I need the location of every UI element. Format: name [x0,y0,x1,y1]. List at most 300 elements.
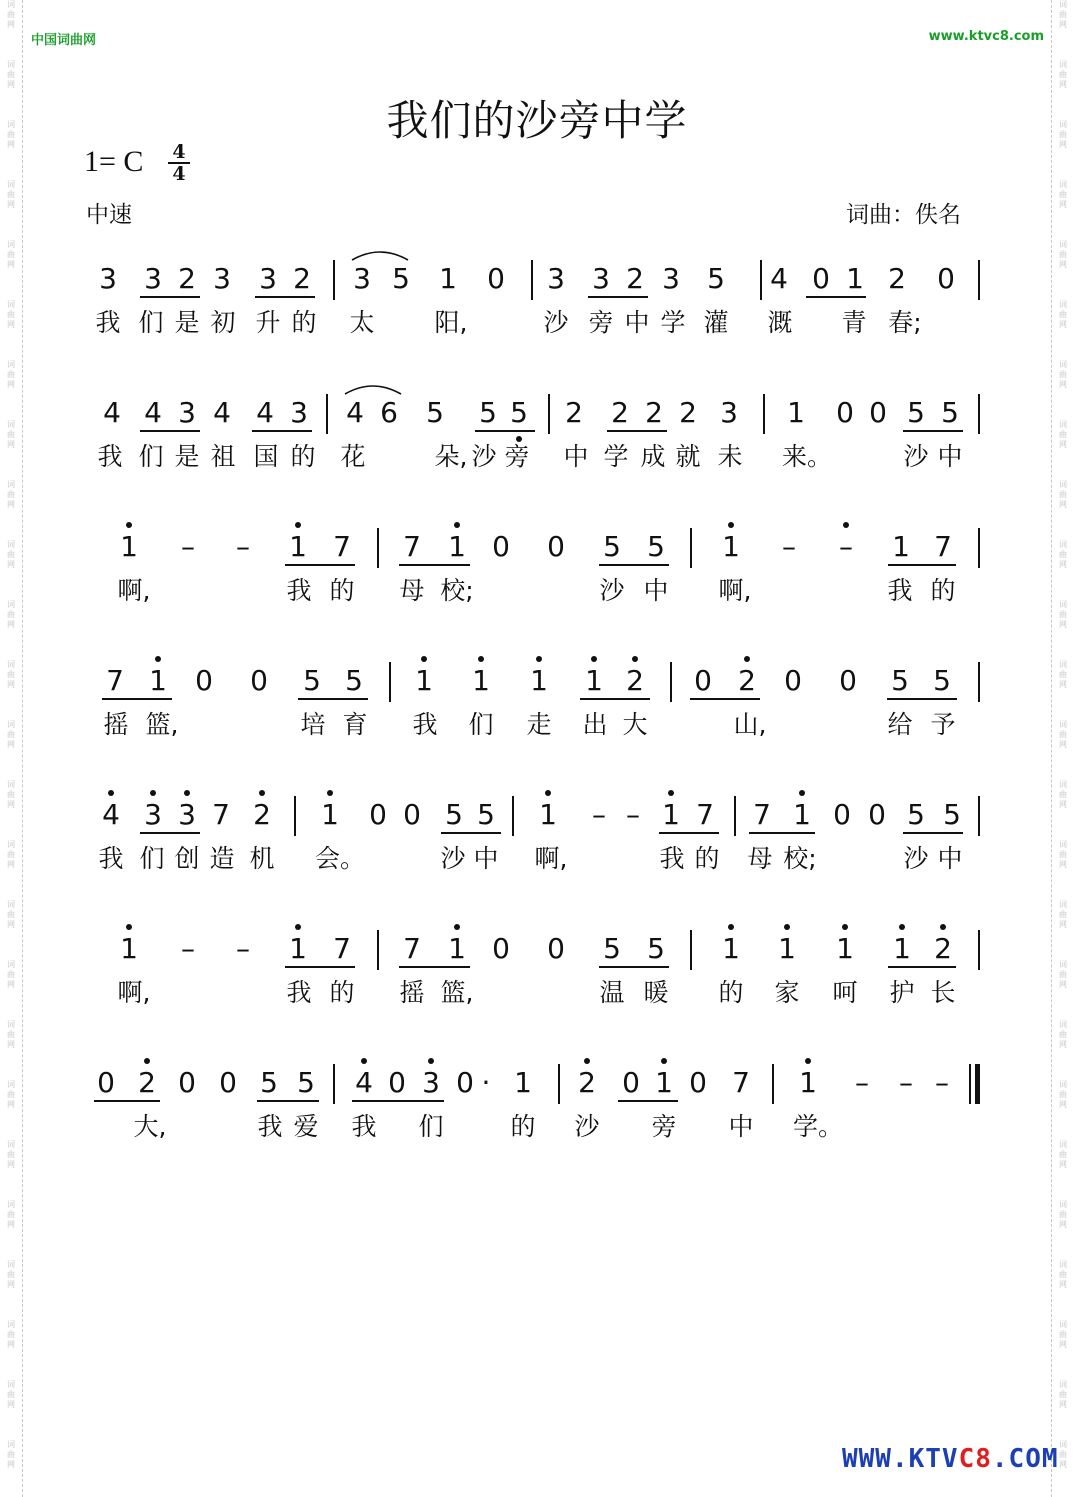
beam-underline [749,832,815,834]
score-note: 3 [178,396,196,429]
watermark-text: 词 曲 网 [1059,600,1067,629]
watermark-text: 词 曲 网 [1059,480,1067,509]
octave-dot-high [108,790,114,796]
lyric-char: 未 [717,442,743,471]
time-signature-numerator: 4 [168,142,190,164]
beam-underline [140,832,200,834]
lyric-char: 大 [622,710,648,739]
beam-underline [659,832,719,834]
lyric-char: 中 [643,576,669,605]
beam-underline [903,832,963,834]
octave-dot-high [126,924,132,930]
score-note: 1 [448,932,466,965]
score-note: 1 [722,932,740,965]
score-note: 1 [799,1066,817,1099]
score-note: 2 [178,262,196,295]
lyric-char: 啊, [534,844,568,873]
bar-line [690,528,692,568]
score-note: 4 [102,798,120,831]
beam-underline [903,430,963,432]
bar-line [772,1064,774,1104]
score-note: 0 [869,396,887,429]
song-title: 我们的沙旁中学 [386,96,688,145]
lyric-char: 我 [98,844,124,873]
octave-dot-high [295,522,301,528]
watermark-text: 词 曲 网 [7,1440,15,1469]
score-note: – [236,932,250,965]
score-note: 7 [333,530,351,563]
lyric-char: 走 [526,710,552,739]
octave-dot-high [361,1058,367,1064]
lyric-char: 校; [440,576,474,605]
watermark-text: 词 曲 网 [1059,900,1067,929]
site-name-link[interactable]: 中国词曲网 [31,33,97,48]
bar-line [377,930,379,970]
lyric-char: 啊, [117,978,151,1007]
lyric-char: 护 [889,978,915,1007]
score-note: 5 [603,932,621,965]
tempo-marking: 中速 [86,202,132,228]
watermark-text: 词 曲 网 [7,960,15,989]
watermark-text: 词 曲 网 [1059,120,1067,149]
lyric-char: 出 [582,710,608,739]
bar-line [294,796,296,836]
octave-dot-high [584,1058,590,1064]
score-note: 5 [479,396,497,429]
octave-dot-high [259,790,265,796]
watermark-text: 词 曲 网 [7,1200,15,1229]
watermark-text: 词 曲 网 [7,60,15,89]
score-note: 1 [778,932,796,965]
score-note: 4 [144,396,162,429]
bar-line [326,394,328,434]
score-note: 3 [259,262,277,295]
score-note: 2 [645,396,663,429]
score-note: 3 [213,262,231,295]
score-note: 3 [144,798,162,831]
octave-dot-high [661,1058,667,1064]
lyric-char: 培 [300,710,326,739]
score-note: 2 [888,262,906,295]
watermark-text: 词 曲 网 [7,1320,15,1349]
score-note: – [236,530,250,563]
lyric-char: 我 [257,1112,283,1141]
watermark-text: 词 曲 网 [7,1020,15,1049]
watermark-text: 词 曲 网 [1059,1380,1067,1409]
score-note: 1 [289,932,307,965]
score-note: 0 [403,798,421,831]
beam-underline [441,832,501,834]
octave-dot-high [842,924,848,930]
octave-dot-high [454,924,460,930]
octave-dot-high [421,656,427,662]
score-note: – [181,932,195,965]
score-note: 5 [943,798,961,831]
lyric-char: 们 [138,308,164,337]
final-bar-line [975,1064,980,1104]
score-row [0,396,1074,496]
bar-line [978,528,980,568]
lyric-char: 暖 [643,978,669,1007]
lyric-char: 灌 [703,308,729,337]
lyric-char: 中 [728,1112,754,1141]
watermark-text: 词 曲 网 [7,1140,15,1169]
score-note: 1 [793,798,811,831]
lyric-char: 的 [329,978,355,1007]
lyric-char: 旁 [588,308,614,337]
lyric-char: 给 [887,710,913,739]
score-note: 4 [355,1066,373,1099]
score-note: 0 [250,664,268,697]
key-signature: 1= C [84,145,144,178]
octave-dot-high [668,790,674,796]
watermark-text: 词 曲 网 [7,540,15,569]
lyric-char: 的 [290,442,316,471]
score-note: – [855,1066,869,1099]
score-row [0,1066,1074,1166]
score-note: 1 [836,932,854,965]
bar-line [978,796,980,836]
lyric-char: 我 [286,978,312,1007]
octave-dot-high [327,790,333,796]
footer-logo [842,1444,1059,1474]
lyric-char: 沙 [471,442,497,471]
score-note: 3 [178,798,196,831]
lyric-char: 摇 [399,978,425,1007]
score-note: 0 [839,664,857,697]
watermark-text: 词 曲 网 [7,480,15,509]
bar-line [558,1064,560,1104]
score-note: 3 [720,396,738,429]
score-note: 3 [99,262,117,295]
lyric-char: 创 [174,844,200,873]
lyric-char: 阳, [434,308,468,337]
score-note: 5 [891,664,909,697]
lyric-char: 就 [675,442,701,471]
score-note: 1 [120,530,138,563]
score-note: 1 [472,664,490,697]
lyric-char: 校; [783,844,817,873]
beam-underline [399,564,470,566]
score-note: 1 [539,798,557,831]
score-note: · [481,1066,491,1099]
score-note: 4 [213,396,231,429]
score-note: 2 [626,664,644,697]
score-note: 4 [256,396,274,429]
beam-underline [599,564,669,566]
beam-underline [285,966,355,968]
score-note: 2 [738,664,756,697]
score-note: 0 [812,262,830,295]
lyric-char: 篮, [440,978,474,1007]
lyric-char: 中 [473,844,499,873]
watermark-text: 词 曲 网 [1059,60,1067,89]
octave-dot-high [843,522,849,528]
lyric-char: 我 [351,1112,377,1141]
octave-dot-high [591,656,597,662]
beam-underline [690,698,760,700]
beam-underline [599,966,669,968]
watermark-text: 词 曲 网 [1059,720,1067,749]
beam-underline [298,698,368,700]
lyric-char: 国 [253,442,279,471]
lyric-char: 初 [210,308,236,337]
watermark-text: 词 曲 网 [1059,840,1067,869]
lyric-char: 学。 [793,1112,844,1141]
bar-line [333,260,335,300]
watermark-text: 词 曲 网 [7,240,15,269]
bar-line [978,662,980,702]
score-note: 5 [445,798,463,831]
lyric-char: 母 [747,844,773,873]
score-note: 7 [753,798,771,831]
lyric-char: 沙 [599,576,625,605]
beam-underline [588,296,648,298]
score-note: 7 [403,932,421,965]
beam-underline [94,1100,160,1102]
lyric-char: 们 [468,710,494,739]
watermark-text: 词 曲 网 [1059,1260,1067,1289]
score-note: – [839,530,853,563]
octave-dot-high [545,790,551,796]
watermark-text: 词 曲 网 [7,600,15,629]
score-note: 5 [345,664,363,697]
score-note: 2 [138,1066,156,1099]
lyric-char: 沙 [440,844,466,873]
lyric-char: 中 [937,442,963,471]
lyric-char: 祖 [210,442,236,471]
score-note: 1 [892,530,910,563]
score-note: 0 [868,798,886,831]
score-note: 0 [836,396,854,429]
watermark-text: 词 曲 网 [7,360,15,389]
octave-dot-high [536,656,542,662]
lyric-char: 呵 [832,978,858,1007]
site-url-link[interactable]: www.ktvc8.com [928,29,1044,44]
lyric-char: 温 [599,978,625,1007]
score-note: – [626,798,640,831]
watermark-text: 词 曲 网 [7,720,15,749]
bar-line [978,930,980,970]
score-note: 1 [787,396,805,429]
score-note: 6 [380,396,398,429]
lyric-char: 的 [510,1112,536,1141]
lyric-char: 的 [329,576,355,605]
bar-line [763,394,765,434]
lyric-char: 我 [659,844,685,873]
score-note: 0 [492,530,510,563]
score-note: 1 [321,798,339,831]
score-note: 5 [510,396,528,429]
lyric-char: 青 [841,308,867,337]
watermark-text: 词 曲 网 [7,180,15,209]
score-note: 1 [893,932,911,965]
watermark-text: 词 曲 网 [1059,1140,1067,1169]
score-note: 2 [578,1066,596,1099]
lyric-char: 学 [660,308,686,337]
octave-dot-high [428,1058,434,1064]
octave-dot-high [126,522,132,528]
lyric-char: 长 [930,978,956,1007]
score-note: 7 [732,1066,750,1099]
watermark-text: 词 曲 网 [1059,1440,1067,1469]
watermark-text: 词 曲 网 [7,660,15,689]
beam-underline [140,430,200,432]
lyric-char: 予 [930,710,956,739]
score-note: 2 [934,932,952,965]
lyric-char: 来。 [782,442,833,471]
score-note: 5 [477,798,495,831]
watermark-text: 词 曲 网 [7,1380,15,1409]
slur-mark [343,380,403,396]
score-note: 5 [941,396,959,429]
lyric-char: 们 [139,844,165,873]
score-note: 5 [647,932,665,965]
watermark-text: 词 曲 网 [1059,0,1067,29]
score-note: 0 [547,932,565,965]
score-row [0,530,1074,630]
lyric-char: 溉 [767,308,793,337]
watermark-text: 词 曲 网 [1059,240,1067,269]
time-signature-denominator: 4 [172,163,186,185]
lyric-char: 学 [603,442,629,471]
lyric-char: 的 [718,978,744,1007]
lyric-char: 沙 [903,844,929,873]
score-note: – [935,1066,949,1099]
beam-underline [140,296,200,298]
score-note: 2 [253,798,271,831]
octave-dot-high [899,924,905,930]
watermark-text: 词 曲 网 [7,1080,15,1109]
octave-dot-high [728,924,734,930]
score-note: 0 [937,262,955,295]
footer-logo-part3: .COM [991,1444,1059,1474]
bar-line [333,1064,335,1104]
score-note: 1 [415,664,433,697]
octave-dot-high [478,656,484,662]
lyric-char: 我 [412,710,438,739]
watermark-text: 词 曲 网 [1059,1320,1067,1349]
score-note: 0 [487,262,505,295]
score-note: 1 [120,932,138,965]
score-note: 0 [622,1066,640,1099]
beam-underline [618,1100,678,1102]
bar-line [389,662,391,702]
score-note: 3 [547,262,565,295]
score-note: 2 [565,396,583,429]
score-note: 0 [178,1066,196,1099]
lyric-char: 春; [888,308,922,337]
beam-underline [580,698,650,700]
bar-line [548,394,550,434]
watermark-text: 词 曲 网 [1059,660,1067,689]
watermark-text: 词 曲 网 [7,900,15,929]
lyric-char: 的 [694,844,720,873]
score-note: 5 [303,664,321,697]
bar-line [670,662,672,702]
score-note: 1 [585,664,603,697]
score-note: 1 [662,798,680,831]
score-note: 1 [149,664,167,697]
score-note: 2 [626,262,644,295]
score-note: 4 [103,396,121,429]
score-note: 5 [707,262,725,295]
score-note: – [592,798,606,831]
beam-underline [102,698,172,700]
lyric-char: 沙 [903,442,929,471]
score-note: 0 [492,932,510,965]
score-note: 2 [611,396,629,429]
score-note: 1 [514,1066,532,1099]
lyric-char: 们 [418,1112,444,1141]
score-note: 7 [106,664,124,697]
lyric-char: 我 [95,308,121,337]
lyric-char: 们 [138,442,164,471]
score-note: 0 [689,1066,707,1099]
octave-dot-high [144,1058,150,1064]
score-note: 0 [388,1066,406,1099]
score-note: 0 [694,664,712,697]
score-note: 5 [260,1066,278,1099]
bar-line [734,796,736,836]
lyric-char: 会。 [315,844,366,873]
beam-underline [888,564,956,566]
score-note: 7 [696,798,714,831]
beam-underline [475,430,535,432]
score-note: 0 [784,664,802,697]
octave-dot-high [454,522,460,528]
watermark-text: 词 曲 网 [7,300,15,329]
score-note: 1 [530,664,548,697]
score-note: 0 [833,798,851,831]
lyric-char: 成 [640,442,666,471]
lyric-char: 的 [291,308,317,337]
watermark-text: 词 曲 网 [1059,1020,1067,1049]
score-note: 1 [448,530,466,563]
octave-dot-high [744,656,750,662]
lyric-char: 母 [399,576,425,605]
score-note: 3 [592,262,610,295]
lyric-char: 我 [286,576,312,605]
octave-dot-high [295,924,301,930]
lyric-char: 篮, [145,710,179,739]
watermark-text: 词 曲 网 [7,780,15,809]
lyric-char: 我 [97,442,123,471]
beam-underline [352,1100,444,1102]
score-row [0,664,1074,764]
beam-underline [887,698,957,700]
lyric-char: 中 [624,308,650,337]
lyric-char: 旁 [504,442,530,471]
lyric-char: 家 [774,978,800,1007]
score-note: – [782,530,796,563]
watermark-text: 词 曲 网 [1059,960,1067,989]
octave-dot-high [184,790,190,796]
watermark-text: 词 曲 网 [1059,1080,1067,1109]
beam-underline [607,430,667,432]
score-note: 3 [144,262,162,295]
score-note: 5 [392,262,410,295]
octave-dot-high [940,924,946,930]
lyric-char: 大, [133,1112,167,1141]
score-note: 7 [333,932,351,965]
lyric-char: 的 [930,576,956,605]
octave-dot-high [799,790,805,796]
bar-line [690,930,692,970]
final-bar-line [969,1064,971,1104]
beam-underline [806,296,866,298]
score-note: 5 [907,396,925,429]
